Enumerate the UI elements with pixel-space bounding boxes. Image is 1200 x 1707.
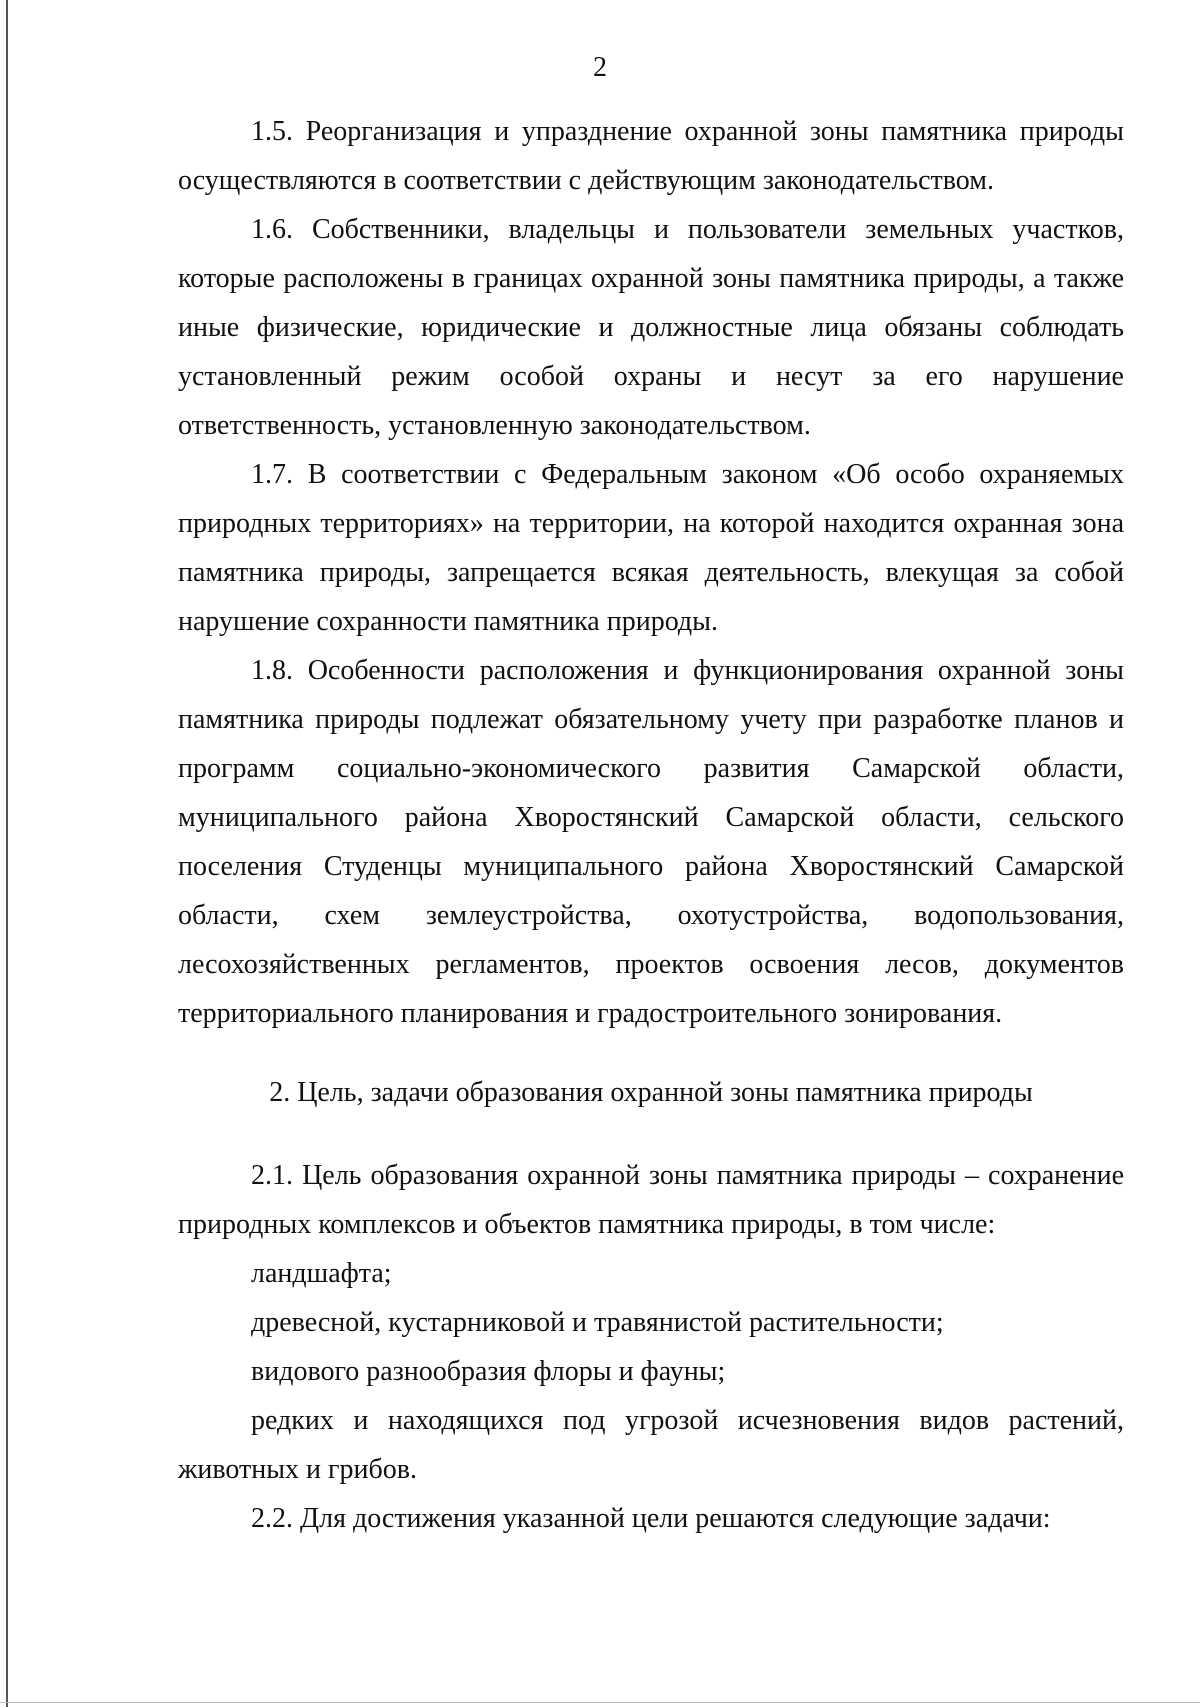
paragraph-2-2: 2.2. Для достижения указанной цели решаются следующие задачи: bbox=[251, 1503, 1051, 1534]
section-2-heading: 2. Цель, задачи образования охранной зоны памятника природы bbox=[269, 1077, 1033, 1108]
scan-bottom-edge bbox=[0, 1702, 1200, 1703]
paragraph-1-8: 1.8. Особенности расположения и функционирования охранной зоны памятника природы подлежат обязательному учету при разработке планов и программ социально-экономического развития Самарской области, муниципального района Хворостянский Самарской области, сельского поселения Студенцы муниципального района Хворостянский Самарской области, схем землеустройства, охотустройства, водопользования, лесохозяйственных регламентов, проектов освоения лесов, документов территориального планирования и градостроительного зонирования. bbox=[178, 655, 1124, 1029]
paragraph-1-6: 1.6. Собственники, владельцы и пользователи земельных участков, которые расположены в границах охранной зоны памятника природы, а также иные физические, юридические и должностные лица обязаны соблюдать установленный режим особой охраны и несут за его нарушение ответственность, установленную законодательством. bbox=[178, 214, 1124, 441]
scan-left-edge bbox=[6, 0, 8, 1707]
paragraph-1-5: 1.5. Реорганизация и упразднение охранной зоны памятника природы осуществляются в соответствии с действующим законодательством. bbox=[178, 116, 1124, 196]
list-item: древесной, кустарниковой и травянистой растительности; bbox=[251, 1307, 944, 1338]
paragraph-1-7: 1.7. В соответствии с Федеральным законом «Об особо охраняемых природных территориях» на территории, на которой находится охранная зона памятника природы, запрещается всякая деятельность, влекущая за собой нарушение сохранности памятника природы. bbox=[178, 459, 1124, 637]
list-item: видового разнообразия флоры и фауны; bbox=[251, 1356, 726, 1387]
paragraph-2-1: 2.1. Цель образования охранной зоны памятника природы – сохранение природных комплексов и объектов памятника природы, в том числе: bbox=[178, 1160, 1124, 1240]
list-item: ландшафта; bbox=[251, 1258, 392, 1289]
paragraph-rare-species: редких и находящихся под угрозой исчезновения видов растений, животных и грибов. bbox=[178, 1405, 1124, 1485]
page-number: 2 bbox=[593, 52, 607, 83]
document-body bbox=[178, 107, 1124, 1543]
